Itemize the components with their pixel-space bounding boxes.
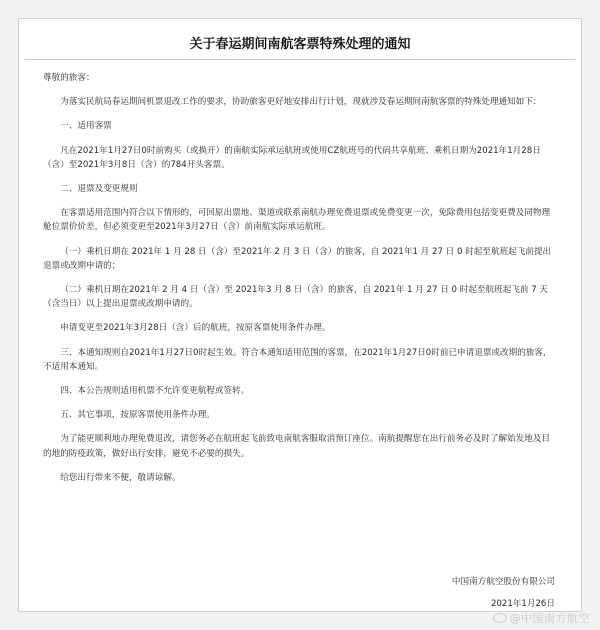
- notice-title: 关于春运期间南航客票特殊处理的通知: [189, 37, 411, 52]
- section1-heading: 一、适用客票: [60, 121, 112, 132]
- case-2-paragraph: （二）乘机日期在2021年 2 月 4 日（含）至 2021年3 月 8 日（含）的旅客，自 2021年 1 月 27 日 0 时起至航班起飞前 7 天（含当日）以上提出退票或改期申请的。: [43, 285, 549, 310]
- case-1-paragraph: （一）乘机日期在 2021年 1 月 28 日（含）至2021年 2 月 3 日（含）的旅客，自 2021年1 月 27 日 0 时起至航班起飞前提出退票或改期申请的；: [43, 246, 552, 271]
- title-divider: [25, 59, 575, 60]
- section2-heading: 二、退票及变更规则: [60, 184, 138, 195]
- section2-body: 在客票适用范围内符合以下情形的，可回原出票地、渠道或联系南航办理免费退票或免费变更一次，免除费用包括变更费及同物理舱位票价价差，但必须变更至2021年3月27日（含）前南航实际承运航班。: [43, 208, 551, 233]
- notice-body: [43, 71, 553, 495]
- section4-paragraph: 四、本公告规则适用机票不允许变更航程或签转。: [60, 386, 250, 397]
- section1-body: 凡在2021年1月27日0时前购买（或换开）的南航实际承运航班或使用CZ航班号的代码共享航班、乘机日期为2021年1月28日（含）至2021年3月8日（含）的784开头客票。: [43, 145, 541, 170]
- salutation: 尊敬的旅客：: [43, 73, 95, 83]
- advice-paragraph: 为了能更顺利地办理免费退改，请您务必在航班起飞前致电南航客服取消预订座位。南航提醒您在出行前务必及时了解始发地及目的地的防疫政策，做好出行安排，避免不必要的损失。: [43, 434, 551, 459]
- closing-line: 给您出行带来不便，敬请谅解。: [60, 472, 181, 483]
- intro-paragraph: 为落实民航局春运期间机票退改工作的要求，协助旅客更好地安排出行计划，现就涉及春运期间南航客票的特殊处理通知如下：: [60, 97, 542, 108]
- notice-document: [18, 18, 582, 612]
- weibo-logo-icon: [493, 613, 507, 623]
- change-note: 申请变更至2021年3月28日（含）后的航班，按原客票使用条件办理。: [60, 323, 331, 334]
- section3-paragraph: 三、本通知规则自2021年1月27日0时起生效。符合本通知适用范围的客票，在2021年1月27日0时前已申请退票或改期的旅客，不适用本通知。: [43, 347, 552, 372]
- section5-paragraph: 五、其它事项，按原客票使用条件办理。: [60, 410, 215, 421]
- weibo-watermark: [493, 610, 591, 626]
- notice-date: 2021年1月26日: [490, 599, 555, 609]
- signature-block: [452, 571, 555, 615]
- company-name: 中国南方航空股份有限公司: [451, 577, 555, 587]
- watermark-text: @中国南方航空: [509, 612, 590, 625]
